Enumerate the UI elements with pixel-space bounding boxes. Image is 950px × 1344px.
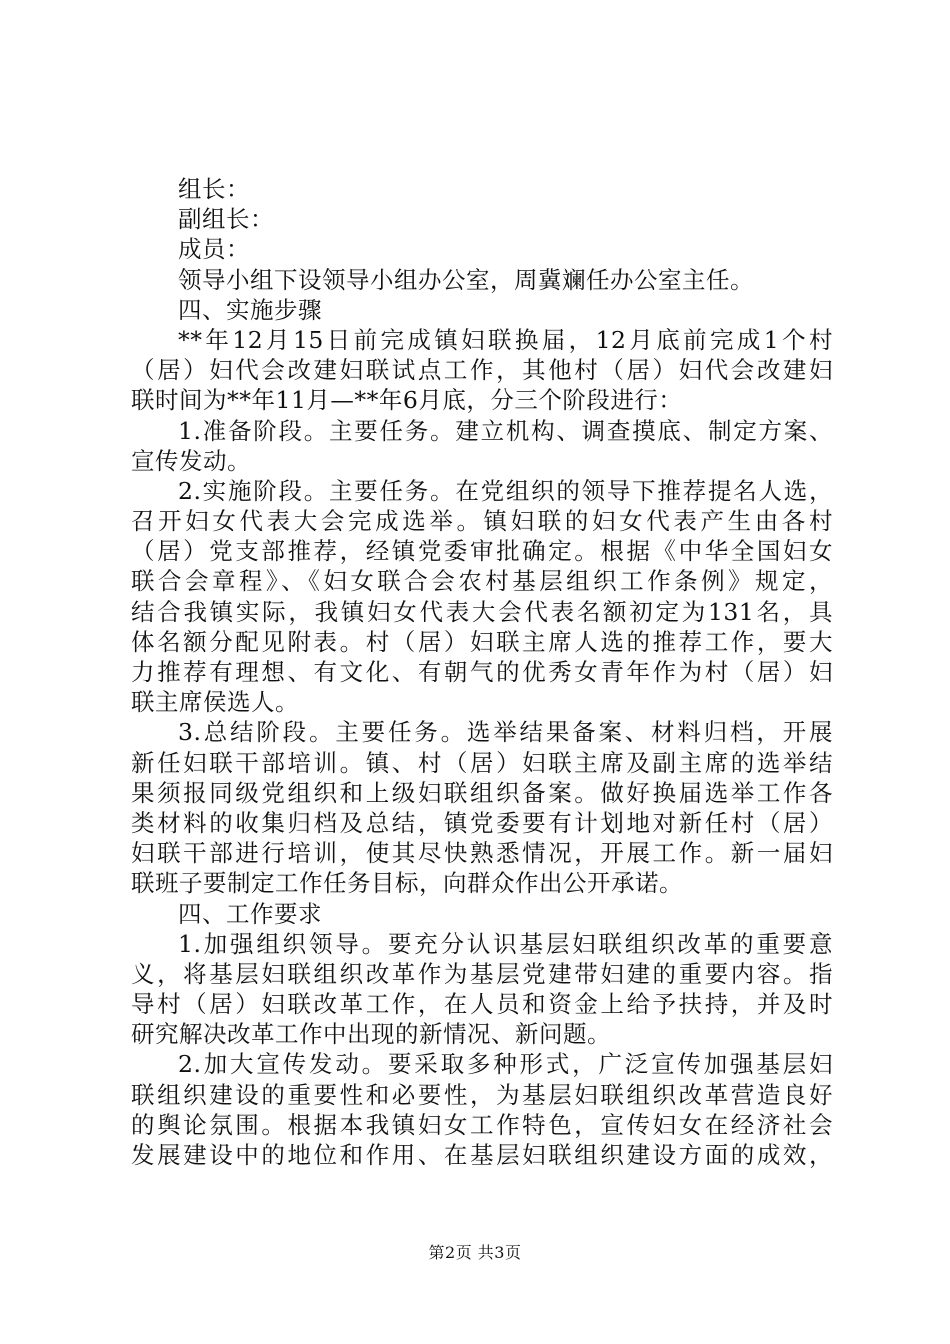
text-line: 研究解决改革工作中出现的新情况、新问题。 <box>131 1020 611 1049</box>
page-footer <box>0 1240 950 1263</box>
text-line: 联班子要制定工作任务目标，向群众作出公开承诺。 <box>131 869 683 898</box>
text-line: 1.加强组织领导。要充分认识基层妇联组织改革的重要意 <box>178 929 833 958</box>
text-line: 领导小组下设领导小组办公室，周冀斓任办公室主任。 <box>178 265 754 294</box>
text-line: 新任妇联干部培训。镇、村（居）妇联主席及副主席的选举结 <box>131 748 833 777</box>
text-line: 召开妇女代表大会完成选举。镇妇联的妇女代表产生由各村 <box>131 507 833 536</box>
page-number: 第2页 共3页 <box>428 1243 522 1262</box>
text-line: （居）妇代会改建妇联试点工作，其他村（居）妇代会改建妇 <box>131 356 833 385</box>
text-line: 2.实施阶段。主要任务。在党组织的领导下推荐提名人选， <box>178 476 833 505</box>
text-line: 成员： <box>178 235 250 264</box>
text-line: 联组织建设的重要性和必要性，为基层妇联组织改革营造良好 <box>131 1080 833 1109</box>
text-line: 义，将基层妇联组织改革作为基层党建带妇建的重要内容。指 <box>131 959 833 988</box>
document-body <box>131 174 833 1170</box>
text-line: 3.总结阶段。主要任务。选举结果备案、材料归档，开展 <box>178 718 833 747</box>
text-line: 组长： <box>178 175 250 203</box>
text-line: 联主席侯选人。 <box>131 688 299 717</box>
text-line: 副组长： <box>178 205 274 234</box>
text-line: 宣传发动。 <box>131 446 251 475</box>
text-line: 力推荐有理想、有文化、有朝气的优秀女青年作为村（居）妇 <box>131 658 833 686</box>
text-line: 果须报同级党组织和上级妇联组织备案。做好换届选举工作各 <box>131 778 833 807</box>
text-line: 2.加大宣传发动。要采取多种形式，广泛宣传加强基层妇 <box>178 1050 833 1079</box>
text-line: 联时间为**年11月—**年6月底，分三个阶段进行： <box>131 386 683 415</box>
section-heading: 四、实施步骤 <box>178 295 322 324</box>
text-line: （居）党支部推荐，经镇党委审批确定。根据《中华全国妇女 <box>131 537 833 566</box>
text-line: 体名额分配见附表。村（居）妇联主席人选的推荐工作，要大 <box>131 627 833 656</box>
text-line: 1.准备阶段。主要任务。建立机构、调查摸底、制定方案、 <box>178 416 833 445</box>
text-line: 妇联干部进行培训，使其尽快熟悉情况，开展工作。新一届妇 <box>131 839 833 868</box>
text-line: 发展建设中的地位和作用、在基层妇联组织建设方面的成效， <box>131 1141 833 1169</box>
text-line: 结合我镇实际，我镇妇女代表大会代表名额初定为131名，具 <box>131 597 833 626</box>
text-line: 类材料的收集归档及总结，镇党委要有计划地对新任村（居） <box>131 808 833 837</box>
section-heading: 四、工作要求 <box>178 899 322 928</box>
text-line: 的舆论氛围。根据本我镇妇女工作特色，宣传妇女在经济社会 <box>131 1110 833 1139</box>
text-line: 联合会章程》、《妇女联合会农村基层组织工作条例》规定， <box>131 567 833 596</box>
text-line: **年12月15日前完成镇妇联换届，12月底前完成1个村 <box>178 325 833 354</box>
text-line: 导村（居）妇联改革工作，在人员和资金上给予扶持，并及时 <box>131 990 833 1019</box>
